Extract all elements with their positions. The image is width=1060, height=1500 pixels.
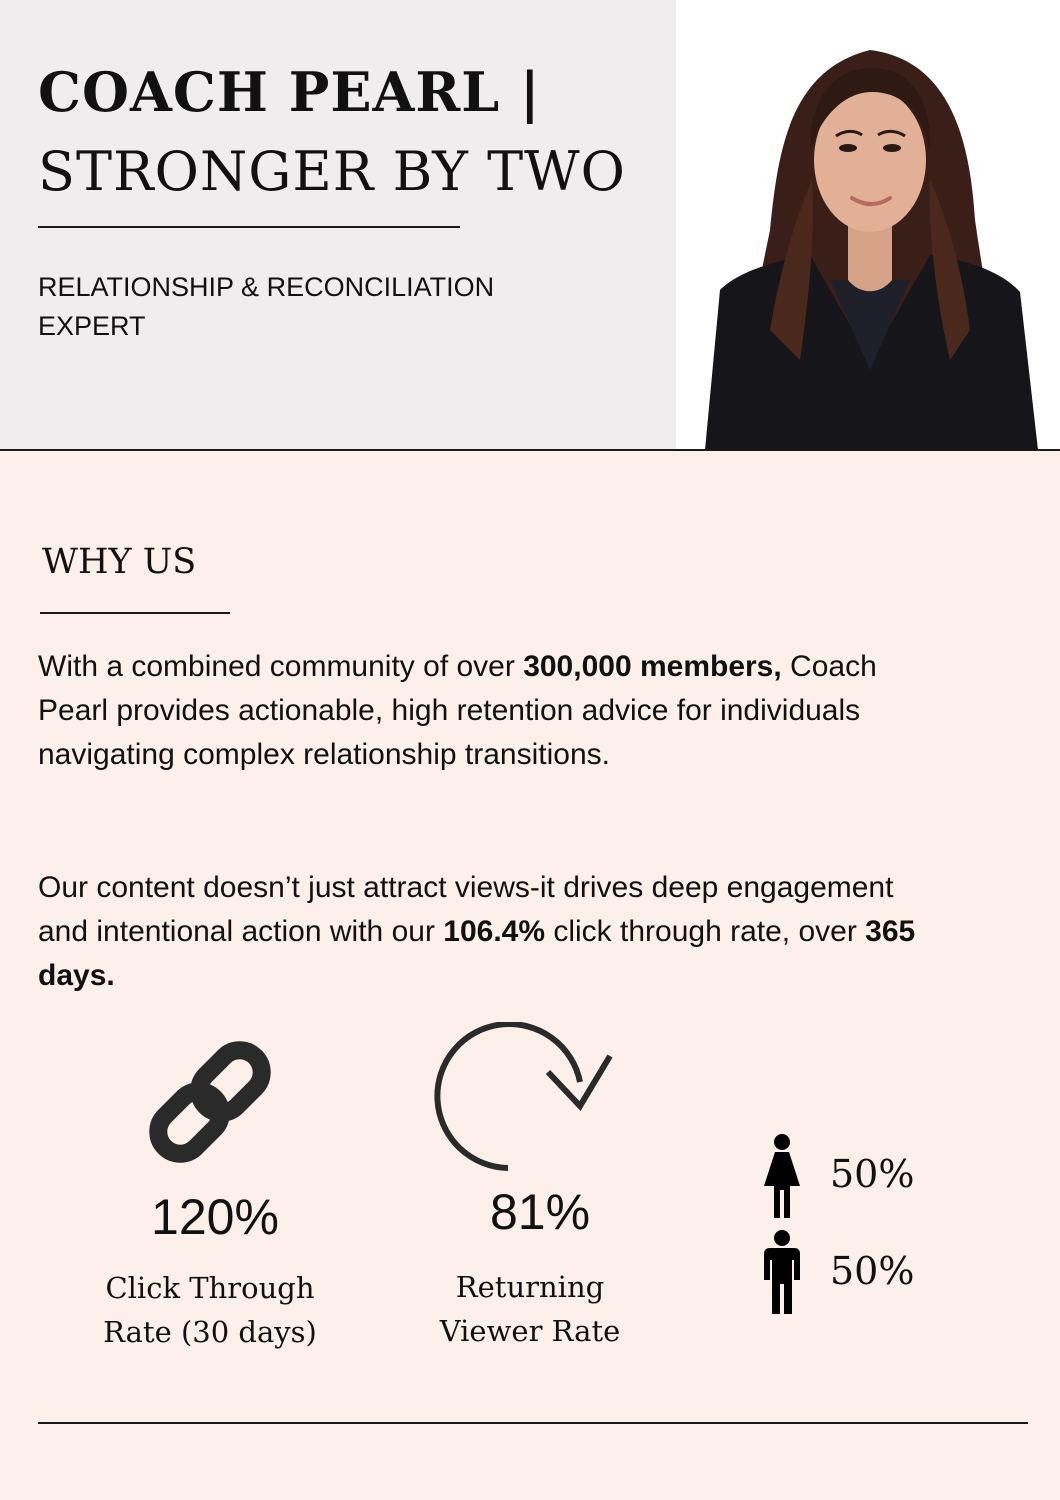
ctr-stat-value: 120% [151, 1189, 279, 1245]
engagement-paragraph [38, 866, 918, 998]
engagement-text-start: Our content doesn’t just attract views-it drives deep engagement and intentional action with our [38, 871, 894, 948]
footer-divider [38, 1422, 1028, 1424]
section-divider [40, 612, 230, 614]
period-days: 365 days. [38, 915, 916, 992]
returning-stat-label [420, 1265, 640, 1353]
title-line-2: STRONGER BY TWO [38, 140, 626, 203]
intro-paragraph [38, 645, 918, 777]
engagement-text-middle: click through rate, over [545, 915, 866, 948]
intro-text-end: Coach Pearl provides actionable, high retention advice for individuals navigating complex relationship transitions. [38, 650, 877, 771]
section-heading-why-us: WHY US [42, 542, 197, 582]
returning-label-line-1: Returning [455, 1270, 605, 1304]
refresh-arrow-icon [430, 1022, 620, 1182]
ctr-label-line-2: Rate (30 days) [103, 1315, 317, 1349]
title-divider [38, 226, 460, 228]
subtitle-line-2: EXPERT [38, 311, 146, 341]
coach-portrait-photo [700, 30, 1040, 450]
header [0, 0, 1060, 450]
male-icon [762, 1230, 802, 1314]
ctr-label-line-1: Click Through [105, 1271, 315, 1305]
returning-stat-value: 81% [489, 1184, 591, 1240]
member-count: 300,000 members, [523, 650, 782, 683]
ctr-annual-value: 106.4% [443, 915, 546, 948]
ctr-stat-label [90, 1266, 330, 1354]
intro-text-start: With a combined community of over [38, 650, 524, 683]
female-icon [762, 1134, 802, 1218]
link-icon [140, 1035, 280, 1170]
male-percentage: 50% [830, 1249, 915, 1293]
subtitle [38, 268, 558, 346]
subtitle-line-1: RELATIONSHIP & RECONCILIATION [38, 272, 495, 302]
header-divider [0, 449, 1060, 451]
returning-label-line-2: Viewer Rate [439, 1314, 621, 1348]
title-line-1: COACH PEARL | [38, 60, 541, 124]
female-percentage: 50% [830, 1152, 915, 1196]
page-title [38, 52, 626, 212]
